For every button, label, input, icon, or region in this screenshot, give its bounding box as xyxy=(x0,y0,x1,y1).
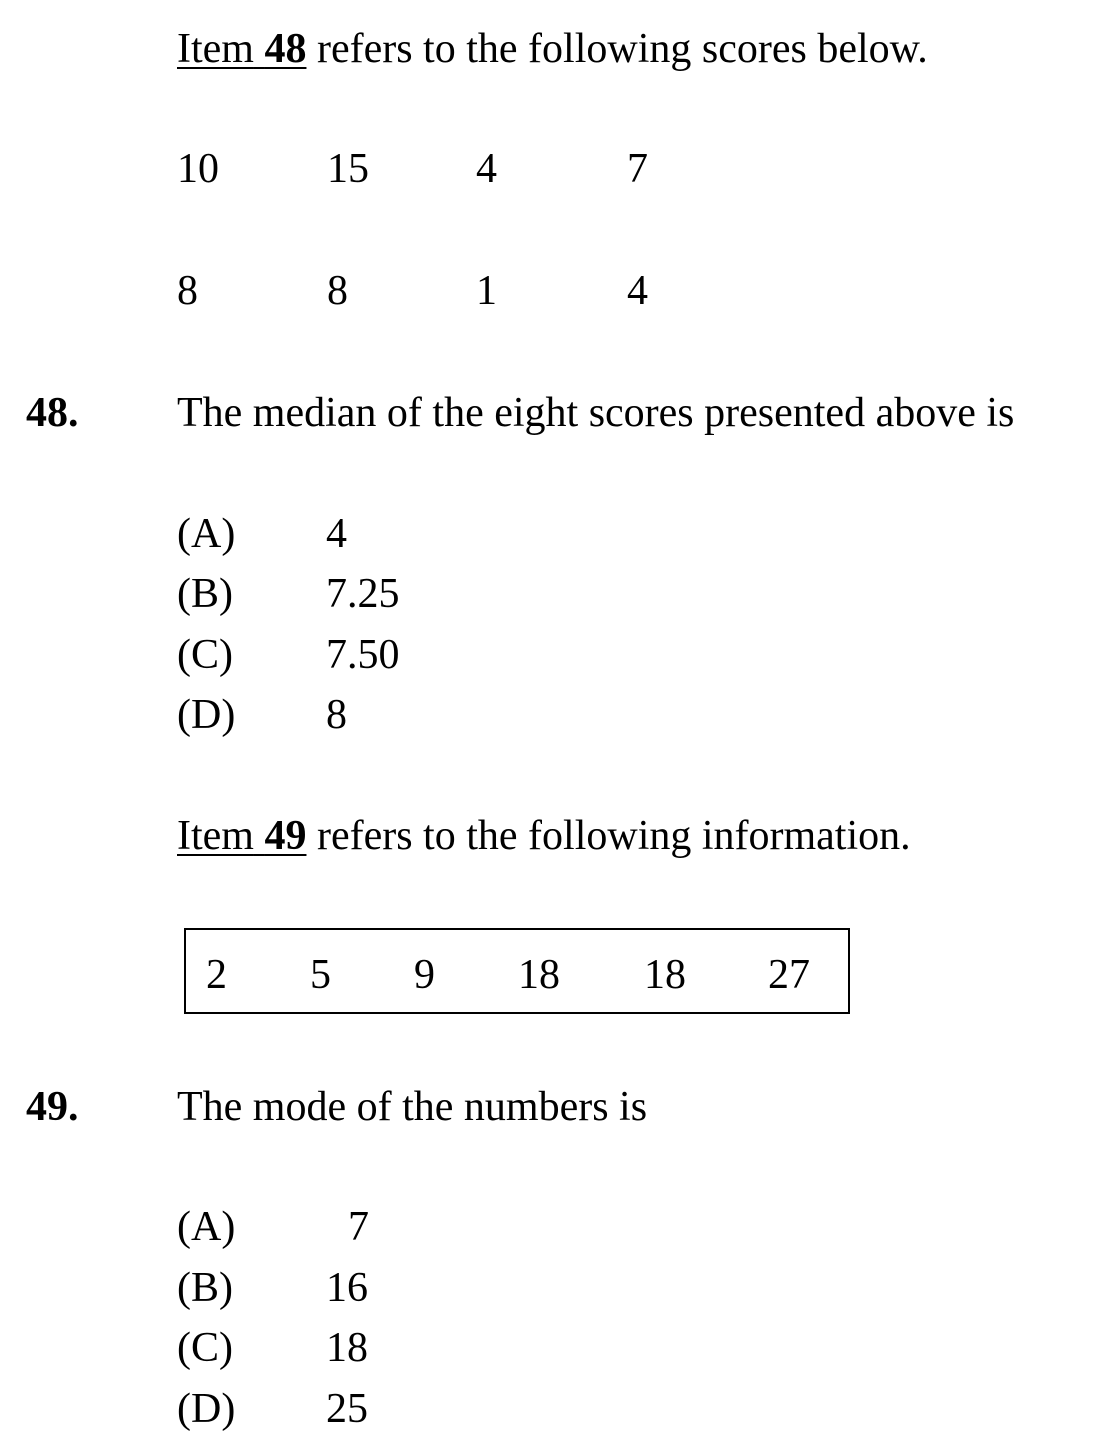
box-number: 27 xyxy=(768,952,810,998)
option-letter: (D) xyxy=(177,1386,236,1432)
option-letter: (C) xyxy=(177,632,233,678)
box-number: 18 xyxy=(518,952,560,998)
question-49-text: The mode of the numbers is xyxy=(177,1084,648,1130)
option-value: 8 xyxy=(326,692,347,738)
item48-reference-text: refers to the following scores below. xyxy=(306,26,928,72)
option-letter: (D) xyxy=(177,692,236,738)
option-value: 18 xyxy=(326,1325,368,1371)
item48-reference-line xyxy=(177,28,928,70)
item49-reference-text: refers to the following information. xyxy=(306,813,911,859)
question-49-number: 49. xyxy=(26,1084,79,1130)
option-letter: (A) xyxy=(177,1204,236,1250)
item49-reference-line xyxy=(177,815,911,857)
item48-reference-number: 48 xyxy=(264,26,307,72)
score-value: 15 xyxy=(327,146,369,192)
score-value: 4 xyxy=(627,268,648,314)
score-value: 8 xyxy=(327,268,348,314)
option-value: 16 xyxy=(326,1265,368,1311)
score-value: 4 xyxy=(476,146,497,192)
box-number: 18 xyxy=(644,952,686,998)
score-value: 10 xyxy=(177,146,219,192)
box-number: 2 xyxy=(206,952,227,998)
option-letter: (C) xyxy=(177,1325,233,1371)
item48-reference-word: Item xyxy=(177,26,254,72)
option-letter: (B) xyxy=(177,571,233,617)
score-value: 7 xyxy=(627,146,648,192)
item49-reference-word: Item xyxy=(177,813,254,859)
option-letter: (A) xyxy=(177,511,236,557)
numbers-box xyxy=(184,928,850,1014)
option-value: 4 xyxy=(326,511,347,557)
option-value: 25 xyxy=(326,1386,368,1432)
option-value: 7.25 xyxy=(326,571,400,617)
item48-reference-label xyxy=(177,26,306,72)
option-value: 7 xyxy=(348,1204,369,1250)
score-value: 8 xyxy=(177,268,198,314)
item49-reference-number: 49 xyxy=(264,813,307,859)
score-value: 1 xyxy=(476,268,497,314)
item49-reference-label xyxy=(177,813,306,859)
option-value: 7.50 xyxy=(326,632,400,678)
question-48-text: The median of the eight scores presented above is xyxy=(177,390,1015,436)
option-letter: (B) xyxy=(177,1265,233,1311)
question-48-number: 48. xyxy=(26,390,79,436)
box-number: 5 xyxy=(310,952,331,998)
box-number: 9 xyxy=(414,952,435,998)
